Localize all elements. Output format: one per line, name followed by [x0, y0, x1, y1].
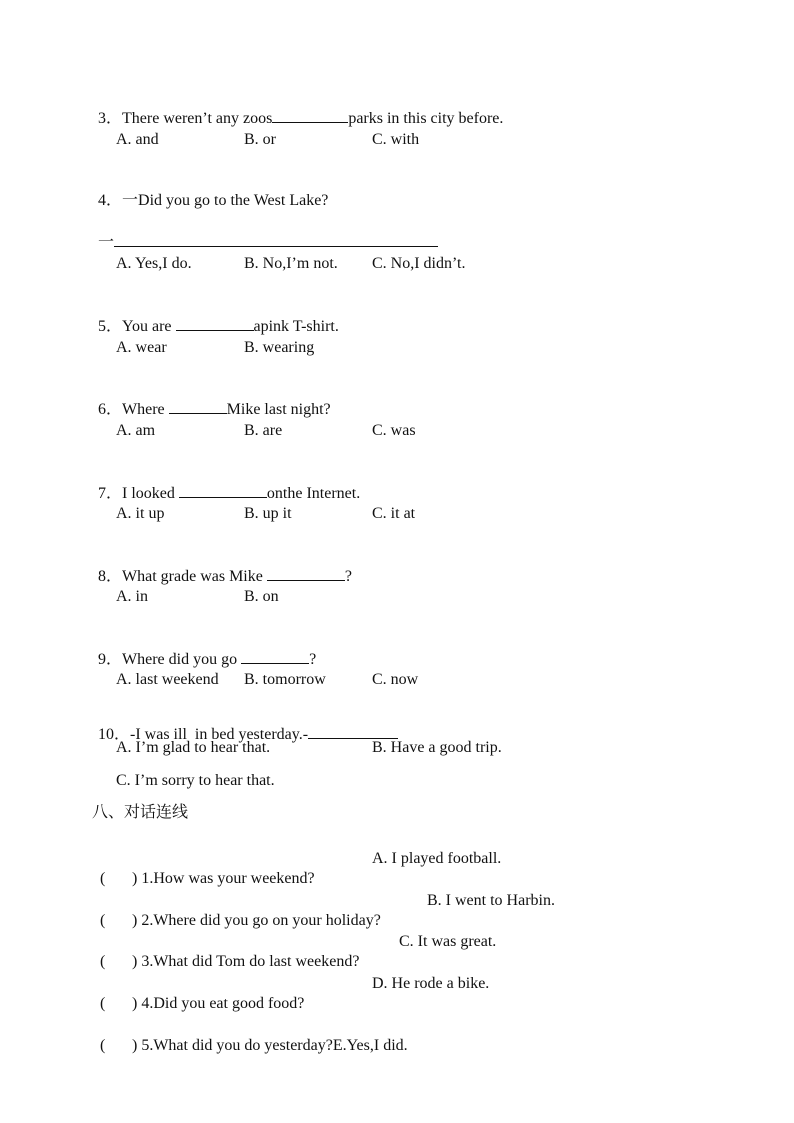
match-question: 2.Where did you go on your holiday? — [141, 912, 381, 929]
question-number: 6． — [98, 401, 123, 418]
close-paren: ) — [132, 870, 138, 887]
match-row-3 — [92, 932, 105, 972]
option-a: A. I’m glad to hear that. — [116, 739, 271, 756]
option-a: A. Yes,I do. — [116, 255, 192, 272]
question-6 — [90, 379, 331, 420]
answer-blank[interactable] — [179, 483, 267, 498]
option-c: C. now — [372, 671, 419, 688]
open-paren: ( — [100, 912, 106, 929]
open-paren: ( — [100, 953, 106, 970]
open-paren: ( — [100, 870, 106, 887]
match-row-2-body — [124, 891, 381, 931]
option-a: A. it up — [116, 505, 165, 522]
section-title: 八、对话连线 — [92, 802, 189, 821]
question-4 — [90, 171, 328, 211]
answer-blank[interactable] — [272, 108, 348, 123]
question-text: Where — [122, 401, 169, 418]
question-text: What grade was Mike — [122, 568, 267, 585]
option-b: B. wearing — [244, 339, 315, 356]
answer-blank[interactable] — [241, 649, 309, 664]
match-row-5 — [92, 1016, 105, 1056]
option-a: A. last weekend — [116, 671, 219, 688]
match-answer: B. I went to Harbin. — [427, 892, 555, 909]
option-c: C. with — [372, 131, 420, 148]
match-row-1 — [92, 849, 105, 889]
question-text: Mike last night? — [226, 401, 331, 418]
question-text: Where did you go — [122, 651, 242, 668]
question-text: ? — [309, 651, 317, 668]
match-row-4-body — [124, 974, 304, 1014]
question-number: 10． — [98, 726, 131, 743]
question-7 — [90, 463, 360, 504]
close-paren: ) — [132, 953, 138, 970]
option-c: C. I’m sorry to hear that. — [116, 772, 275, 789]
question-number: 5． — [98, 318, 123, 335]
option-c: C. it at — [372, 505, 416, 522]
question-text: apink T-shirt. — [253, 318, 339, 335]
match-answer: C. It was great. — [399, 933, 497, 950]
answer-blank[interactable] — [114, 232, 438, 247]
option-c: C. was — [372, 422, 416, 439]
option-b: B. or — [244, 131, 276, 148]
option-b: B. Have a good trip. — [372, 739, 502, 756]
match-row-3-body — [124, 932, 359, 972]
option-b: B. on — [244, 588, 279, 605]
option-a: A. and — [116, 131, 159, 148]
close-paren: ) — [132, 1037, 138, 1054]
match-row-4 — [92, 974, 105, 1014]
question-number: 7． — [98, 485, 123, 502]
question-number: 9． — [98, 651, 123, 668]
open-paren: ( — [100, 995, 106, 1012]
option-b: B. up it — [244, 505, 292, 522]
question-text: I looked — [122, 485, 179, 502]
question-number: 4． — [98, 192, 123, 209]
question-text: You are — [122, 318, 176, 335]
question-8 — [90, 546, 352, 587]
match-row-1-body — [124, 849, 315, 889]
answer-blank[interactable] — [176, 316, 254, 331]
option-b: B. No,I’m not. — [244, 255, 338, 272]
option-a: A. in — [116, 588, 148, 605]
close-paren: ) — [132, 995, 138, 1012]
close-paren: ) — [132, 912, 138, 929]
question-number: 3． — [98, 110, 123, 127]
answer-blank[interactable] — [267, 566, 345, 581]
answer-blank[interactable] — [169, 399, 227, 414]
match-row-5-body — [124, 1016, 408, 1056]
option-b: B. are — [244, 422, 283, 439]
question-text: -I was ill in bed yesterday.- — [130, 726, 309, 743]
option-c: C. No,I didn’t. — [372, 255, 466, 272]
match-row-2 — [92, 891, 105, 931]
question-5 — [90, 296, 339, 337]
question-text: parks in this city before. — [348, 110, 504, 127]
question-4-answer-line — [90, 212, 438, 253]
option-a: A. wear — [116, 339, 167, 356]
match-question: 1.How was your weekend? — [141, 870, 315, 887]
match-answer: A. I played football. — [372, 850, 502, 867]
question-text: onthe Internet. — [266, 485, 361, 502]
match-question: 4.Did you eat good food? — [141, 995, 305, 1012]
option-a: A. am — [116, 422, 156, 439]
question-text: 一Did you go to the West Lake? — [122, 192, 329, 209]
question-text: There weren’t any zoos — [122, 110, 273, 127]
question-number: 8． — [98, 568, 123, 585]
question-text: ? — [344, 568, 352, 585]
match-question: 3.What did Tom do last weekend? — [141, 953, 360, 970]
dash-prefix: 一 — [98, 234, 115, 251]
match-answer: D. He rode a bike. — [372, 975, 490, 992]
match-question: 5.What did you do yesterday?E.Yes,I did. — [141, 1037, 408, 1054]
option-b: B. tomorrow — [244, 671, 326, 688]
answer-blank[interactable] — [308, 724, 398, 739]
question-9 — [90, 629, 316, 670]
open-paren: ( — [100, 1037, 106, 1054]
question-3 — [90, 88, 503, 129]
